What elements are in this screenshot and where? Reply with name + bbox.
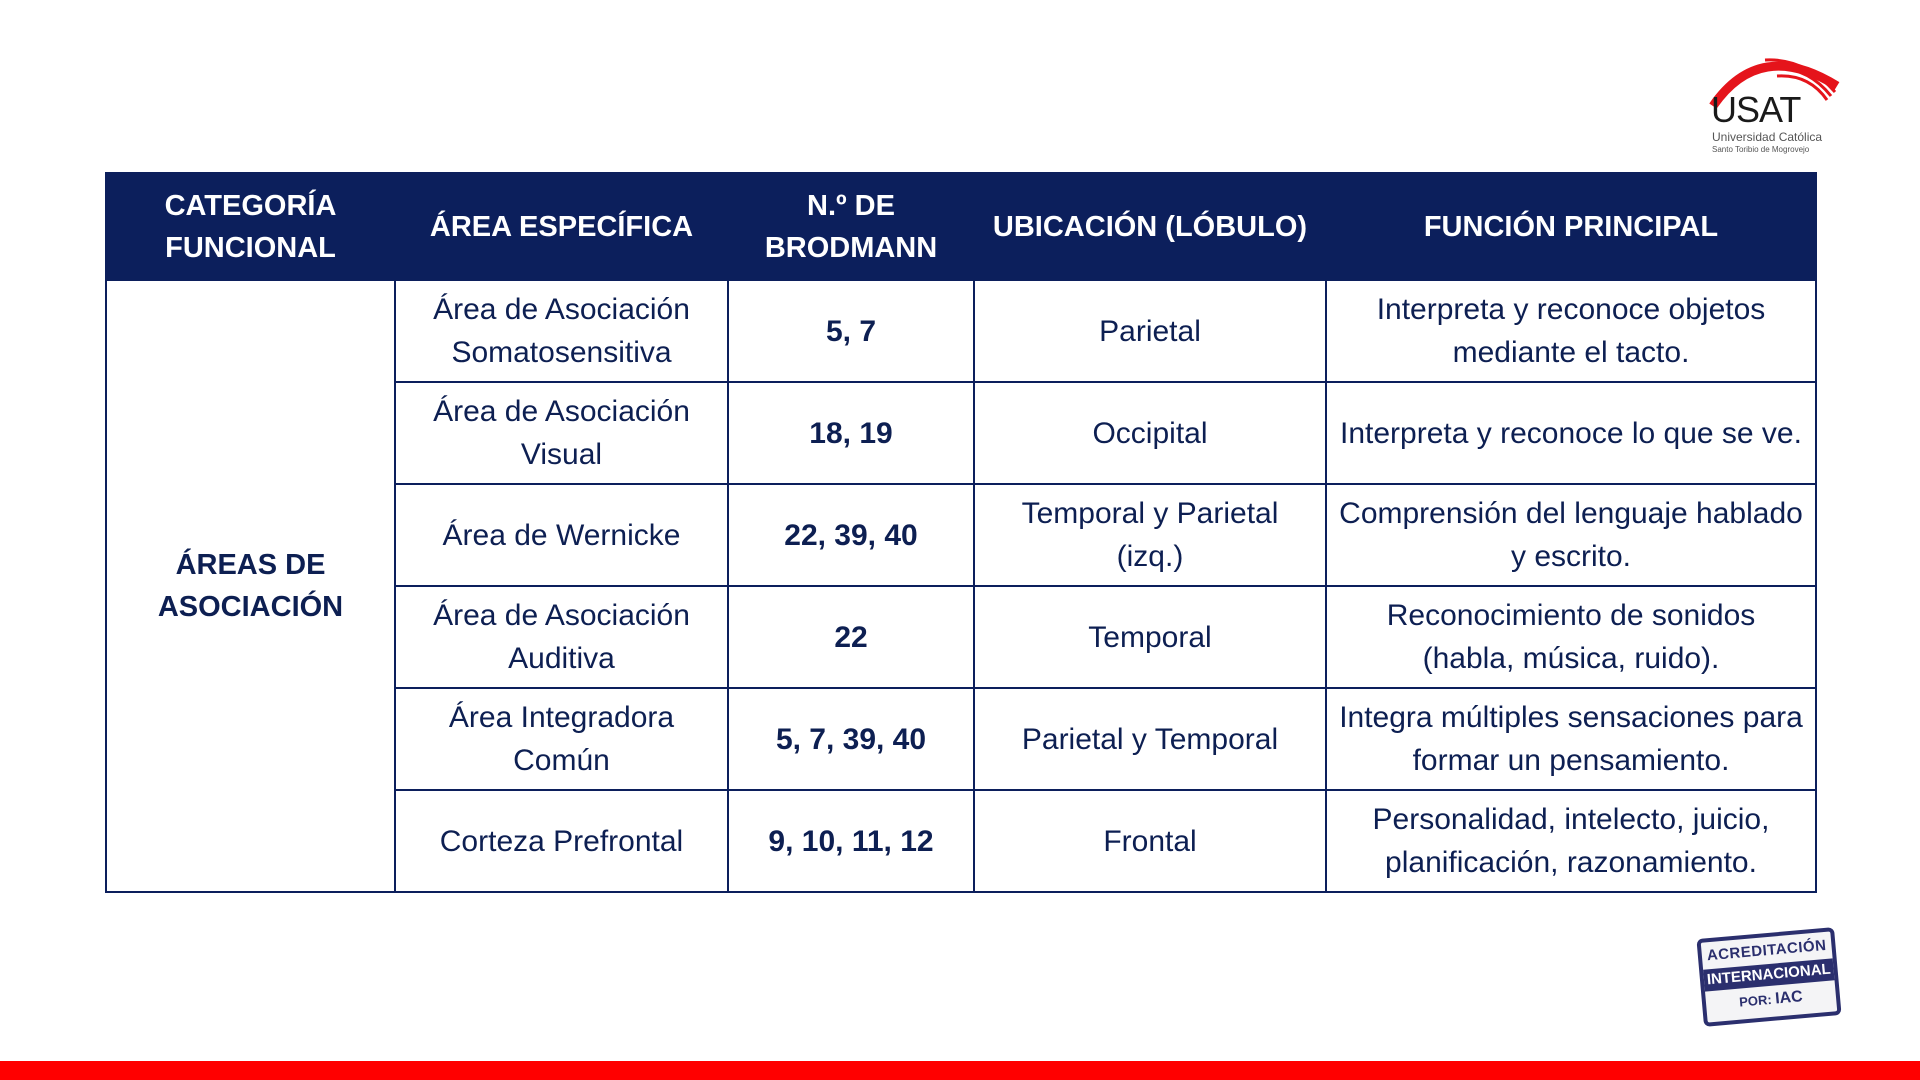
badge-org: IAC	[1774, 988, 1804, 1008]
header-lobe: UBICACIÓN (LÓBULO)	[974, 173, 1326, 280]
logo-name: USAT	[1711, 89, 1801, 130]
function-cell: Comprensión del lenguaje hablado y escrito.	[1326, 484, 1816, 586]
table-row	[106, 280, 1816, 382]
badge-by: POR:	[1738, 991, 1773, 1010]
usat-logo	[1705, 48, 1845, 158]
header-area: ÁREA ESPECÍFICA	[395, 173, 728, 280]
logo-subtitle: Universidad Católica	[1712, 130, 1823, 144]
lobe-cell: Parietal y Temporal	[974, 688, 1326, 790]
function-cell: Personalidad, intelecto, juicio, planificación, razonamiento.	[1326, 790, 1816, 892]
area-cell: Corteza Prefrontal	[395, 790, 728, 892]
lobe-cell: Temporal y Parietal (izq.)	[974, 484, 1326, 586]
function-cell: Interpreta y reconoce lo que se ve.	[1326, 382, 1816, 484]
badge-line-2: INTERNACIONAL	[1703, 958, 1834, 991]
brodmann-association-table	[105, 172, 1817, 893]
lobe-cell: Frontal	[974, 790, 1326, 892]
header-brodmann: N.º DE BRODMANN	[728, 173, 974, 280]
lobe-cell: Occipital	[974, 382, 1326, 484]
function-cell: Interpreta y reconoce objetos mediante el tacto.	[1326, 280, 1816, 382]
brodmann-cell: 5, 7, 39, 40	[728, 688, 974, 790]
lobe-cell: Temporal	[974, 586, 1326, 688]
function-cell: Reconocimiento de sonidos (habla, música, ruido).	[1326, 586, 1816, 688]
badge-line-1: ACREDITACIÓN	[1706, 936, 1828, 965]
area-cell: Área de Asociación Auditiva	[395, 586, 728, 688]
category-cell: ÁREAS DE ASOCIACIÓN	[106, 280, 395, 892]
accreditation-badge	[1696, 927, 1841, 1027]
brodmann-cell: 22	[728, 586, 974, 688]
brodmann-cell: 9, 10, 11, 12	[728, 790, 974, 892]
area-cell: Área Integradora Común	[395, 688, 728, 790]
table-header-row	[106, 173, 1816, 280]
lobe-cell: Parietal	[974, 280, 1326, 382]
area-cell: Área de Asociación Somatosensitiva	[395, 280, 728, 382]
header-function: FUNCIÓN PRINCIPAL	[1326, 173, 1816, 280]
bottom-red-bar	[0, 1061, 1920, 1080]
header-category: CATEGORÍA FUNCIONAL	[106, 173, 395, 280]
brodmann-cell: 22, 39, 40	[728, 484, 974, 586]
brodmann-cell: 18, 19	[728, 382, 974, 484]
area-cell: Área de Asociación Visual	[395, 382, 728, 484]
brodmann-cell: 5, 7	[728, 280, 974, 382]
logo-subtitle-2: Santo Toribio de Mogrovejo	[1712, 145, 1810, 154]
area-cell: Área de Wernicke	[395, 484, 728, 586]
function-cell: Integra múltiples sensaciones para formar un pensamiento.	[1326, 688, 1816, 790]
